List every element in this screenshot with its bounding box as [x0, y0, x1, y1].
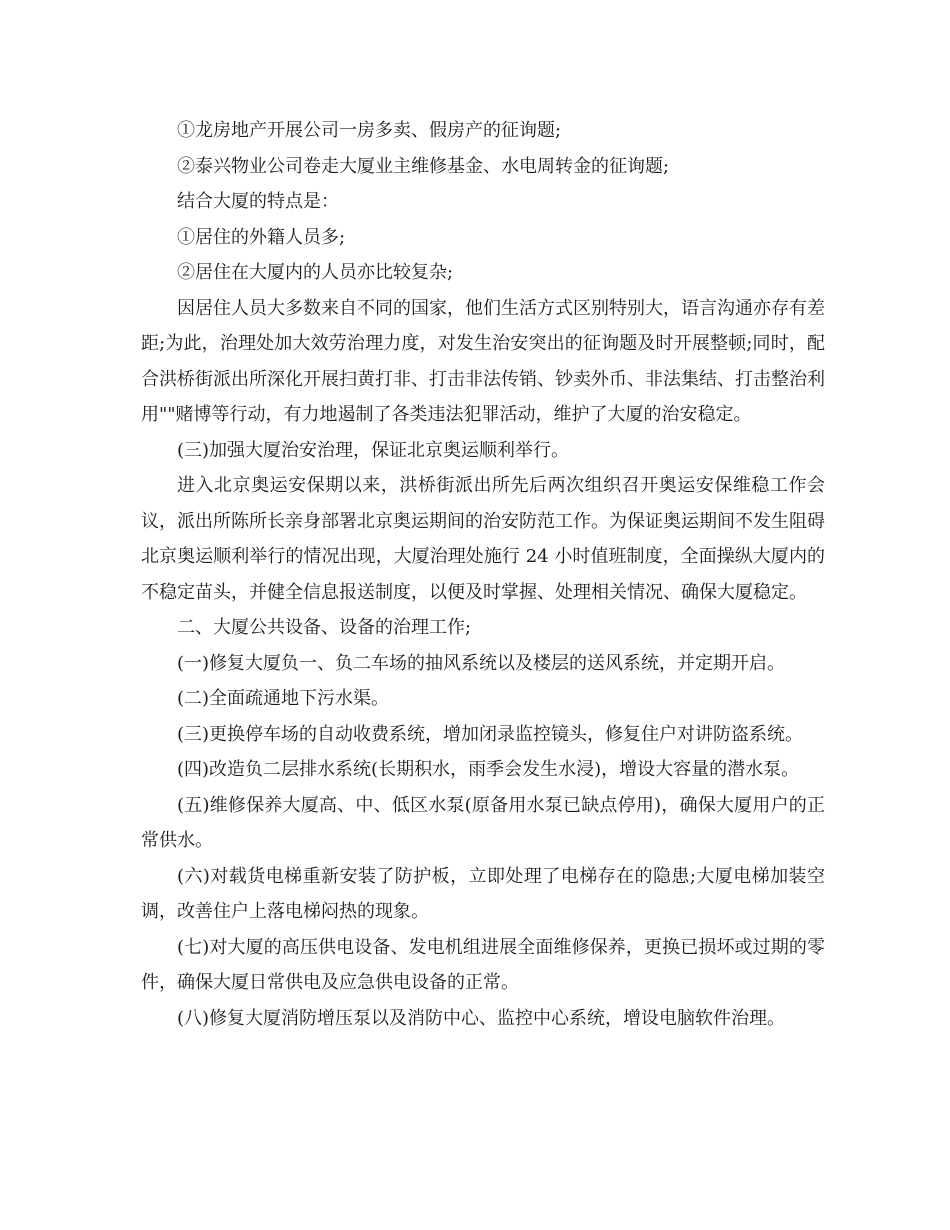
paragraph-11: (二)全面疏通地下污水渠。 [177, 688, 390, 709]
paragraph-15: (六)对载货电梯重新安装了防护板，立即处理了电梯存在的隐患;大厦电梯加装空调，改善住户上落电梯闷热的现象。 [141, 865, 825, 922]
document-body [141, 113, 825, 1036]
paragraph-8: 进入北京奥运安保期以来，洪桥街派出所先后两次组织召开奥运安保维稳工作会议，派出所陈所长亲身部署北京奥运期间的治安防范工作。为保证奥运期间不发生阻碍北京奥运顺利举行的情况出现，大厦治理处施行 24 小时值班制度，全面操纵大厦内的不稳定苗头，并健全信息报送制度，以便及时掌握、处理相关情况、确保大厦稳定。 [141, 475, 825, 603]
paragraph-7: (三)加强大厦治安治理，保证北京奥运顺利举行。 [177, 439, 570, 461]
paragraph-3: 结合大厦的特点是： [177, 191, 339, 212]
paragraph-16: (七)对大厦的高压供电设备、发电机组进展全面维修保养，更换已损坏或过期的零件，确保大厦日常供电及应急供电设备的正常。 [141, 936, 825, 993]
paragraph-12: (三)更换停车场的自动收费系统，增加闭录监控镜头，修复住户对讲防盗系统。 [177, 723, 804, 745]
paragraph-17: (八)修复大厦消防增压泵以及消防中心、监控中心系统，增设电脑软件治理。 [177, 1007, 786, 1029]
paragraph-9: 二、大厦公共设备、设备的治理工作; [177, 617, 472, 638]
paragraph-5: ②居住在大厦内的人员亦比较复杂; [177, 262, 454, 283]
paragraph-2: ②泰兴物业公司卷走大厦业主维修基金、水电周转金的征询题; [177, 155, 670, 177]
paragraph-6: 因居住人员大多数来自不同的国家，他们生活方式区别特别大，语言沟通亦存有差距;为此，治理处加大效劳治理力度，对发生治安突出的征询题及时开展整顿;同时，配合洪桥街派出所深化开展扫黄打非、打击非法传销、钞卖外币、非法集结、打击整治利用""赌博等行动，有力地遏制了各类违法犯罪活动，维护了大厦的治安稳定。 [141, 297, 825, 425]
paragraph-13: (四)改造负二层排水系统(长期积水，雨季会发生水浸)，增设大容量的潜水泵。 [177, 759, 800, 780]
paragraph-4: ①居住的外籍人员多; [177, 226, 346, 248]
paragraph-14: (五)维修保养大厦高、中、低区水泵(原备用水泵已缺点停用)，确保大厦用户的正常供水。 [141, 794, 825, 851]
paragraph-1: ①龙房地产开展公司一房多卖、假房产的征询题; [177, 120, 562, 141]
paragraph-10: (一)修复大厦负一、负二车场的抽风系统以及楼层的送风系统，并定期开启。 [177, 652, 786, 674]
